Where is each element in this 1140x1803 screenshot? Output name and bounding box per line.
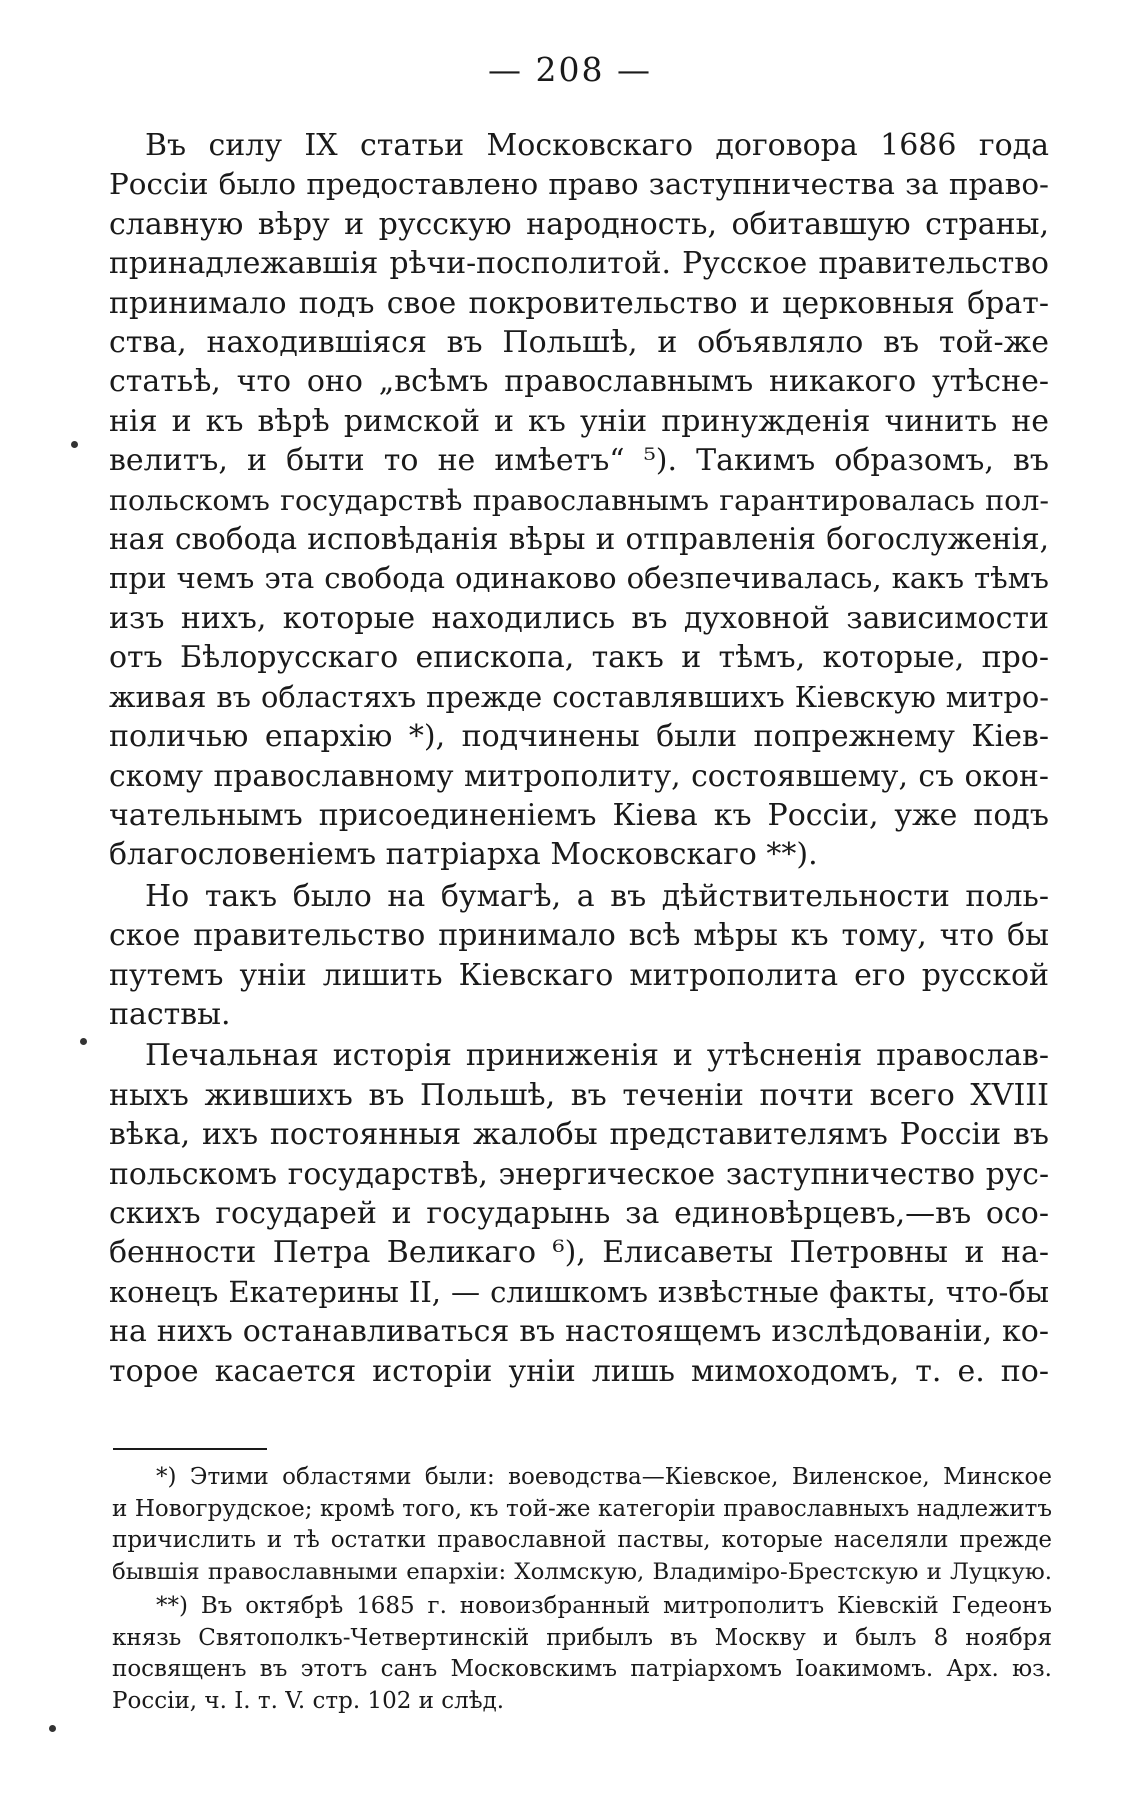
print-speck	[71, 441, 78, 448]
text-line: нія и къ вѣрѣ римской и къ уніи принужденія чинить не	[109, 403, 1049, 439]
text-line: при чемъ эта свобода одинаково обезпечивалась, какъ тѣмъ	[109, 561, 1049, 596]
main-text	[109, 126, 1049, 1391]
print-speck	[49, 1725, 56, 1732]
footnote-line: бывшія православными епархіи: Холмскую, Владиміро-Брестскую и Луцкую.	[112, 1559, 1052, 1586]
footnote-line: и Новогрудское; кромѣ того, къ той-же категоріи православныхъ надлежитъ	[112, 1495, 1052, 1522]
text-line: конецъ Екатерины II, — слишкомъ извѣстные факты, что-бы	[109, 1274, 1049, 1309]
footnote	[112, 1591, 1052, 1718]
paragraph	[109, 1036, 1049, 1391]
footnote	[112, 1462, 1052, 1589]
text-line: благословеніемъ патріарха Московскаго **).	[109, 837, 818, 873]
text-line: Въ силу IX статьи Московскаго договора 1686 года	[145, 128, 1049, 163]
footnote-line: причислить и тѣ остатки православной паствы, которые населяли прежде	[112, 1527, 1052, 1554]
text-line: вѣка, ихъ постоянныя жалобы представителямъ Россіи въ	[109, 1117, 1049, 1153]
text-line: ства, находившіяся въ Польшѣ, и объявляло въ той-же	[109, 325, 1049, 361]
text-line: поличью епархію *), подчинены были попрежнему Кіев-	[109, 719, 1049, 755]
page-number: — 208 —	[488, 50, 652, 89]
text-line: бенности Петра Великаго ⁶), Елисаветы Петровны и на-	[109, 1235, 1049, 1271]
text-line: Но такъ было на бумагѣ, а въ дѣйствительности поль-	[145, 878, 1049, 914]
text-line: велитъ, и быти то не имѣетъ“ ⁵). Такимъ образомъ, въ	[109, 443, 1049, 479]
text-line: торое касается исторіи уніи лишь мимоходомъ, т. е. по-	[109, 1353, 1049, 1389]
text-line: на нихъ останавливаться въ настоящемъ изслѣдованіи, ко-	[109, 1314, 1049, 1350]
text-line: польскомъ государствѣ православнымъ гарантировалась пол-	[109, 483, 1049, 517]
print-speck	[80, 1038, 87, 1045]
text-line: славную вѣру и русскую народность, обитавшую страны,	[109, 206, 1049, 242]
text-line: польскомъ государствѣ, энергическое заступничество рус-	[109, 1156, 1049, 1192]
text-line: ная свобода исповѣданія вѣры и отправленія богослуженія,	[109, 522, 1049, 557]
footnote-line: посвященъ въ этотъ санъ Московскимъ патріархомъ Іоакимомъ. Арх. юз.	[112, 1656, 1052, 1683]
footnote-divider	[113, 1448, 267, 1450]
text-line: изъ нихъ, которые находились въ духовной зависимости	[109, 600, 1049, 636]
text-line: скому православному митрополиту, состоявшему, съ окон-	[109, 758, 1049, 794]
text-line: чательнымъ присоединеніемъ Кіева къ Россіи, уже подъ	[109, 797, 1049, 833]
text-line: принадлежавшія рѣчи-посполитой. Русское правительство	[109, 246, 1049, 282]
text-line: живая въ областяхъ прежде составлявшихъ Кіевскую митро-	[109, 679, 1049, 714]
footnote-line: Россіи, ч. I. т. V. стр. 102 и слѣд.	[112, 1687, 505, 1714]
text-line: путемъ уніи лишить Кіевскаго митрополита его русской	[109, 957, 1049, 993]
text-line: паствы.	[109, 996, 231, 1032]
text-line: скихъ государей и государынь за единовѣрцевъ,—въ осо-	[109, 1195, 1049, 1231]
footnote-line: князь Святополкъ-Четвертинскій прибылъ въ Москву и былъ 8 ноября	[112, 1624, 1052, 1651]
text-line: Россіи было предоставлено право заступничества за право-	[109, 167, 1049, 202]
text-line: Печальная исторія приниженія и утѣсненія православ-	[145, 1038, 1049, 1074]
text-line: статьѣ, что оно „всѣмъ православнымъ никакого утѣсне-	[109, 364, 1049, 400]
paragraph	[109, 877, 1049, 1035]
text-line: ныхъ жившихъ въ Польшѣ, въ теченіи почти всего XVIII	[109, 1077, 1049, 1113]
text-line: отъ Бѣлорусскаго епископа, такъ и тѣмъ, которые, про-	[109, 640, 1049, 676]
text-line: принимало подъ свое покровительство и церковныя брат-	[109, 285, 1049, 321]
paragraph	[109, 126, 1049, 875]
footnote-line: **) Въ октябрѣ 1685 г. новоизбранный митрополитъ Кіевскій Гедеонъ	[156, 1592, 1052, 1619]
footnote-line: *) Этими областями были: воеводства—Кіевское, Виленское, Минское	[156, 1464, 1052, 1490]
footnotes	[112, 1462, 1052, 1718]
text-line: ское правительство принимало всѣ мѣры къ тому, что бы	[109, 918, 1049, 954]
